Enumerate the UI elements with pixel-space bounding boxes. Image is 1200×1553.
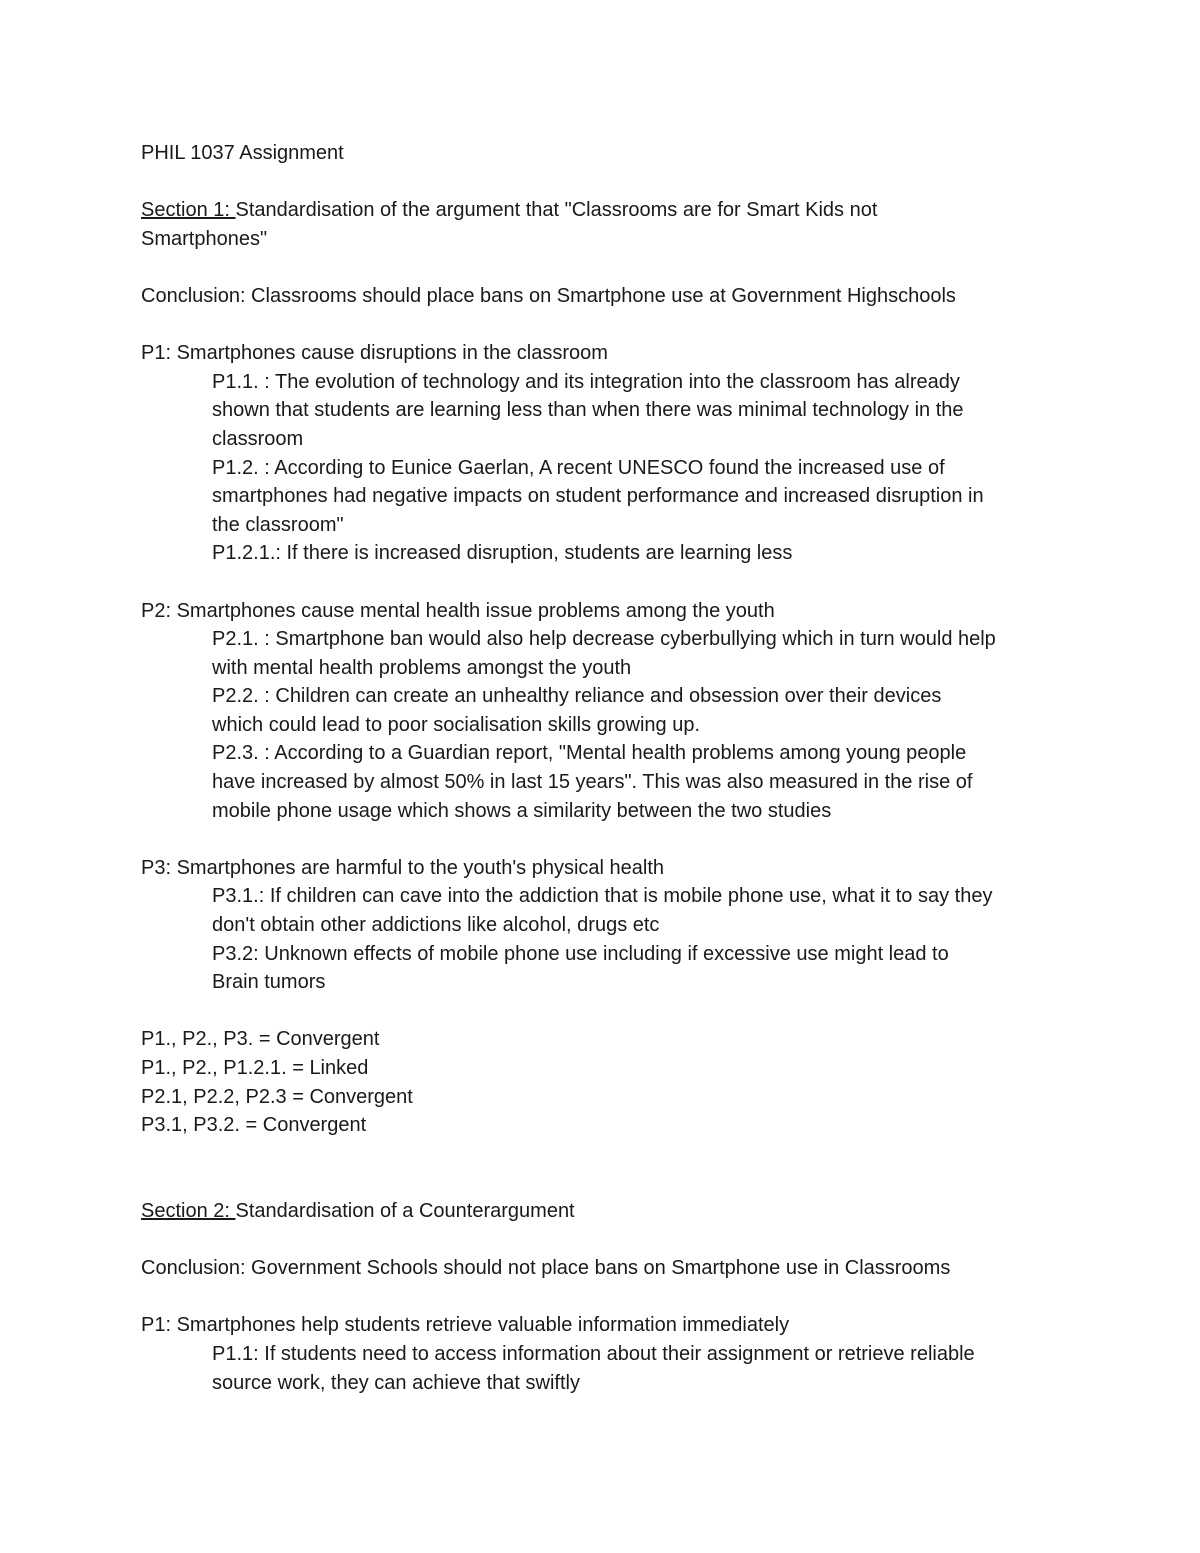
structure-line: P3.1, P3.2. = Convergent — [141, 1114, 367, 1137]
spacer — [141, 253, 1081, 282]
spacer — [141, 1283, 1081, 1312]
document-page — [141, 139, 1081, 1397]
premise-p1-1-line: P1.1. : The evolution of technology and its integration into the classroom has already — [212, 370, 960, 393]
structure-line: P1., P2., P3. = Convergent — [141, 1028, 380, 1051]
premise-p1-1-line: shown that students are learning less than when there was minimal technology in the — [212, 399, 964, 422]
section-1-heading — [141, 196, 1081, 225]
section-1-conclusion: Conclusion: Classrooms should place bans on Smartphone use at Government Highschools — [141, 284, 956, 307]
section-2-heading — [141, 1197, 1081, 1226]
counter-premise-p1: P1: Smartphones help students retrieve valuable information immediately — [141, 1314, 790, 1337]
premise-p2-2-line: which could lead to poor socialisation skills growing up. — [212, 713, 701, 736]
premise-p3: P3: Smartphones are harmful to the youth's physical health — [141, 856, 664, 879]
spacer — [141, 997, 1081, 1026]
spacer — [141, 311, 1081, 340]
premise-p2-2-line: P2.2. : Children can create an unhealthy reliance and obsession over their devices — [212, 685, 942, 708]
premise-p2-3-line: mobile phone usage which shows a similarity between the two studies — [212, 799, 832, 822]
document-title: PHIL 1037 Assignment — [141, 142, 344, 164]
premise-p1-2-line: smartphones had negative impacts on student performance and increased disruption in — [212, 485, 984, 508]
structure-line: P1., P2., P1.2.1. = Linked — [141, 1057, 369, 1079]
premise-p1-2-line: the classroom" — [212, 513, 344, 536]
counter-premise-p1-1-line: source work, they can achieve that swiftly — [212, 1371, 580, 1394]
premise-p2-1-line: with mental health problems amongst the youth — [212, 656, 632, 679]
spacer — [141, 1140, 1081, 1197]
section-2-label: Section 2: — [141, 1199, 236, 1222]
section-2-heading-text: Standardisation of a Counterargument — [235, 1199, 575, 1222]
premise-p3-1-line: P3.1.: If children can cave into the addiction that is mobile phone use, what it to say they — [212, 885, 993, 908]
premise-p3-1-line: don't obtain other addictions like alcohol, drugs etc — [212, 914, 660, 937]
spacer — [141, 1226, 1081, 1255]
premise-p3-2-line: P3.2: Unknown effects of mobile phone use including if excessive use might lead to — [212, 942, 949, 965]
premise-p1-2-1: P1.2.1.: If there is increased disruption, students are learning less — [212, 542, 793, 565]
section-2-conclusion: Conclusion: Government Schools should not place bans on Smartphone use in Classrooms — [141, 1257, 951, 1280]
premise-p2: P2: Smartphones cause mental health issue problems among the youth — [141, 599, 775, 622]
counter-premise-p1-1-line: P1.1: If students need to access information about their assignment or retrieve reliable — [212, 1342, 975, 1365]
premise-p2-1-line: P2.1. : Smartphone ban would also help decrease cyberbullying which in turn would help — [212, 628, 996, 651]
section-1-heading-text: Standardisation of the argument that "Classrooms are for Smart Kids not — [235, 199, 878, 222]
premise-p3-2-line: Brain tumors — [212, 971, 326, 994]
spacer — [141, 568, 1081, 597]
section-1-label: Section 1: — [141, 199, 236, 222]
spacer — [141, 825, 1081, 854]
spacer — [141, 168, 1081, 197]
premise-p1-1-line: classroom — [212, 427, 304, 450]
premise-p2-3-line: have increased by almost 50% in last 15 years". This was also measured in the rise of — [212, 771, 973, 794]
structure-line: P2.1, P2.2, P2.3 = Convergent — [141, 1085, 413, 1108]
section-1-heading-cont: Smartphones" — [141, 227, 268, 250]
premise-p1-2-line: P1.2. : According to Eunice Gaerlan, A recent UNESCO found the increased use of — [212, 456, 945, 479]
premise-p1: P1: Smartphones cause disruptions in the classroom — [141, 342, 608, 365]
premise-p2-3-line: P2.3. : According to a Guardian report, "Mental health problems among young people — [212, 742, 967, 765]
